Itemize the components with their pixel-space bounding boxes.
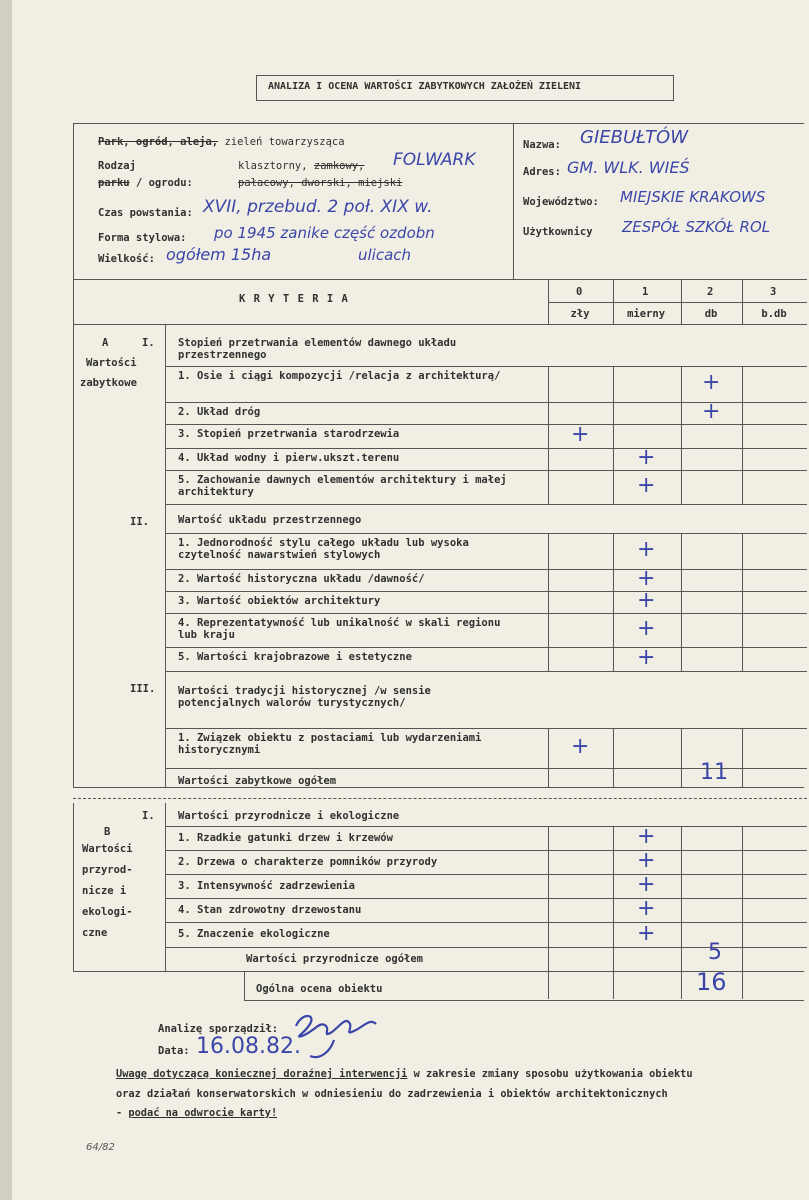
score-column-line xyxy=(548,947,549,971)
row-line xyxy=(165,898,807,899)
overall-value: 16 xyxy=(696,968,727,996)
note-rest: w zakresie zmiany sposobu użytkowania obiektu xyxy=(413,1068,693,1080)
criterion-text: 1. Związek obiektu z postaciami lub wydarzeniami historycznymi xyxy=(178,732,482,756)
score-column-line xyxy=(613,647,614,671)
score-column-line xyxy=(681,947,682,971)
section-a-roman-2: II. xyxy=(130,516,149,528)
uzytkownicy-label: Użytkownicy xyxy=(523,226,593,238)
uzytkownicy-value: ZESPÓŁ SZKÓŁ ROL xyxy=(622,218,771,236)
score-column-line xyxy=(613,947,614,971)
score-name: mierny xyxy=(627,308,666,320)
parku-ogrodu xyxy=(98,177,193,189)
section-a-roman-3: III. xyxy=(130,683,156,695)
section-b-title: Wartości przyrodnicze i ekologiczne xyxy=(178,810,400,822)
note-line-2: oraz działań konserwatorskich w odniesieniu do zadrzewienia i obiektów architektonicznych xyxy=(116,1088,668,1100)
score-number: 0 xyxy=(576,286,583,298)
score-column-line xyxy=(681,402,682,424)
score-column-line xyxy=(548,448,549,470)
criterion-text: 4. Układ wodny i pierw.ukszt.terenu xyxy=(178,452,400,464)
row-line xyxy=(165,591,807,592)
signature xyxy=(290,1002,390,1062)
section-a-letter: A xyxy=(102,337,109,349)
score-column-line xyxy=(742,922,743,947)
section-a-name-1: Wartości xyxy=(86,357,137,369)
wielkosc-value-2: ulicach xyxy=(358,246,412,264)
score-column-line xyxy=(681,591,682,613)
criterion-text: 5. Znaczenie ekologiczne xyxy=(178,928,330,940)
score-name: zły xyxy=(570,308,590,320)
score-column-line xyxy=(742,850,743,874)
score-column-line xyxy=(613,898,614,922)
wojewodztwo-label: Województwo: xyxy=(523,196,599,208)
mark-plus-icon: + xyxy=(702,370,721,395)
score-name: db xyxy=(704,308,718,320)
row-line xyxy=(165,922,807,923)
section-b-letter: B xyxy=(104,826,111,838)
score-column-line xyxy=(613,366,614,402)
row-line xyxy=(165,647,807,648)
score-column-line xyxy=(681,448,682,470)
row-line xyxy=(165,470,807,471)
adres-label: Adres: xyxy=(523,166,561,178)
mark-plus-icon: + xyxy=(637,445,656,470)
rodzaj-label: Rodzaj xyxy=(98,160,136,172)
score-column-line xyxy=(681,850,682,874)
row-line xyxy=(165,613,807,614)
section-b-left-divider xyxy=(165,803,166,971)
row-line xyxy=(165,728,807,729)
note-line-3-text: podać na odwrocie karty! xyxy=(128,1107,278,1119)
mark-plus-icon: + xyxy=(637,848,656,873)
criterion-text: 2. Drzewa o charakterze pomników przyrody xyxy=(178,856,438,868)
mark-plus-icon: + xyxy=(702,399,721,424)
opt-zamkowy: zamkowy, xyxy=(313,160,365,172)
criterion-text: 2. Wartość historyczna układu /dawność/ xyxy=(178,573,425,585)
ogrodu-label: / ogrodu: xyxy=(135,177,193,189)
opt-klasztorny: klasztorny, xyxy=(238,160,308,172)
note-dash: - xyxy=(116,1107,129,1119)
mark-plus-icon: + xyxy=(637,473,656,498)
header-divider xyxy=(513,123,514,279)
score-column-line xyxy=(548,898,549,922)
row-line xyxy=(165,850,807,851)
score-column-line xyxy=(681,728,682,768)
section-b-roman: I. xyxy=(142,810,155,822)
score-column-line xyxy=(681,279,682,324)
score-column-line xyxy=(613,768,614,787)
score-column-line xyxy=(681,366,682,402)
options-line1 xyxy=(238,160,364,172)
total-b-value: 5 xyxy=(708,940,722,965)
score-column-line xyxy=(548,826,549,850)
row-line xyxy=(165,874,807,875)
score-column-line xyxy=(681,922,682,947)
forma-value: po 1945 zanike część ozdobn xyxy=(214,224,435,242)
score-column-line xyxy=(681,826,682,850)
mark-plus-icon: + xyxy=(637,537,656,562)
score-column-line xyxy=(613,448,614,470)
score-column-line xyxy=(613,613,614,647)
score-column-line xyxy=(548,366,549,402)
mark-plus-icon: + xyxy=(637,588,656,613)
section-a-left-divider xyxy=(165,324,166,787)
score-column-line xyxy=(681,874,682,898)
mark-plus-icon: + xyxy=(637,645,656,670)
type-handwritten: FOLWARK xyxy=(393,150,476,170)
score-column-line xyxy=(681,569,682,591)
section-a-name-2: zabytkowe xyxy=(80,377,137,389)
score-column-line xyxy=(742,947,743,971)
score-number: 2 xyxy=(707,286,714,298)
mark-plus-icon: + xyxy=(571,422,590,447)
score-column-line xyxy=(548,971,549,999)
score-column-line xyxy=(548,922,549,947)
note-underlined: Uwagę dotyczącą koniecznej doraźnej interwencji xyxy=(116,1068,408,1080)
form-title: ANALIZA I OCENA WARTOŚCI ZABYTKOWYCH ZAŁOŻEŃ ZIELENI xyxy=(268,81,582,92)
wielkosc-label: Wielkość: xyxy=(98,253,155,265)
row-line xyxy=(165,504,807,505)
mark-plus-icon: + xyxy=(637,566,656,591)
score-column-line xyxy=(548,424,549,448)
score-column-line xyxy=(613,850,614,874)
mark-plus-icon: + xyxy=(637,616,656,641)
score-column-line xyxy=(548,402,549,424)
mark-plus-icon: + xyxy=(637,920,656,946)
score-number: 3 xyxy=(770,286,777,298)
score-column-line xyxy=(548,728,549,768)
nazwa-label: Nazwa: xyxy=(523,139,561,151)
score-column-line xyxy=(548,613,549,647)
czas-value: XVII, przebud. 2 poł. XIX w. xyxy=(203,197,433,217)
score-column-line xyxy=(681,898,682,922)
score-column-line xyxy=(613,569,614,591)
mark-plus-icon: + xyxy=(637,872,656,897)
score-column-line xyxy=(742,533,743,569)
group-title: Stopień przetrwania elementów dawnego układu przestrzennego xyxy=(178,337,457,361)
score-column-line xyxy=(548,569,549,591)
row-line xyxy=(165,826,807,827)
archive-number: 64/82 xyxy=(86,1142,115,1153)
section-a-roman-1: I. xyxy=(142,337,155,349)
row-line xyxy=(165,533,807,534)
row-line xyxy=(165,366,807,367)
group-title: Wartość układu przestrzennego xyxy=(178,514,362,526)
score-column-line xyxy=(613,533,614,569)
row-line xyxy=(165,569,807,570)
data-value: 16.08.82. xyxy=(196,1034,301,1059)
mark-plus-icon: + xyxy=(637,824,656,849)
type-rest: zieleń towarzysząca xyxy=(224,136,345,148)
row-line xyxy=(165,424,807,425)
section-b-name: ekologi- xyxy=(82,906,133,918)
score-column-line xyxy=(742,569,743,591)
score-column-line xyxy=(742,279,743,324)
nazwa-value: GIEBUŁTÓW xyxy=(580,127,689,148)
total-a-label: Wartości zabytkowe ogółem xyxy=(178,775,337,787)
score-column-line xyxy=(548,533,549,569)
score-column-line xyxy=(681,768,682,787)
score-name: b.db xyxy=(761,308,787,320)
score-column-line xyxy=(742,647,743,671)
wojewodztwo-value: MIEJSKIE KRAKOWS xyxy=(620,188,766,206)
score-column-line xyxy=(681,971,682,999)
score-column-line xyxy=(742,971,743,999)
score-column-line xyxy=(742,898,743,922)
row-line xyxy=(165,448,807,449)
score-column-line xyxy=(613,470,614,504)
scan-edge xyxy=(0,0,12,1200)
score-column-line xyxy=(548,647,549,671)
section-b-name: Wartości xyxy=(82,843,133,855)
criterion-text: 2. Układ dróg xyxy=(178,406,261,418)
row-line xyxy=(165,671,807,672)
total-b-label: Wartości przyrodnicze ogółem xyxy=(246,953,424,965)
data-label: Data: xyxy=(158,1045,190,1057)
dash-line-2 xyxy=(73,798,807,799)
score-column-line xyxy=(742,826,743,850)
mark-plus-icon: + xyxy=(637,896,656,921)
score-column-line xyxy=(548,279,549,324)
score-column-line xyxy=(742,470,743,504)
type-line xyxy=(98,136,345,148)
score-column-line xyxy=(548,850,549,874)
score-column-line xyxy=(548,470,549,504)
score-column-line xyxy=(742,366,743,402)
criterion-text: 5. Wartości krajobrazowe i estetyczne xyxy=(178,651,412,663)
criterion-text: 1. Jednorodność stylu całego układu lub wysoka czytelność nawarstwień stylowych xyxy=(178,537,469,561)
criterion-text: 4. Reprezentatywność lub unikalność w skali regionu lub kraju xyxy=(178,617,501,641)
score-column-line xyxy=(613,424,614,448)
section-a-top xyxy=(73,324,807,325)
score-column-line xyxy=(742,591,743,613)
section-b-name: przyrod- xyxy=(82,864,133,876)
score-column-line xyxy=(613,826,614,850)
parku-struck: parku xyxy=(98,177,130,189)
section-b-name: nicze i xyxy=(82,885,127,897)
criterion-text: 1. Osie i ciągi kompozycji /relacja z architekturą/ xyxy=(178,370,501,382)
criterion-text: 3. Intensywność zadrzewienia xyxy=(178,880,356,892)
criterion-text: 5. Zachowanie dawnych elementów architektury i małej architektury xyxy=(178,474,507,498)
score-column-line xyxy=(613,728,614,768)
mark-plus-icon: + xyxy=(571,734,590,759)
wielkosc-value: ogółem 15ha xyxy=(166,245,272,264)
score-column-line xyxy=(742,613,743,647)
score-column-line xyxy=(613,279,614,324)
note-line-3 xyxy=(116,1107,277,1119)
analiza-label: Analizę sporządził: xyxy=(158,1023,279,1035)
score-column-line xyxy=(681,470,682,504)
czas-label: Czas powstania: xyxy=(98,207,193,219)
total-a-value: 11 xyxy=(700,760,728,785)
score-column-line xyxy=(548,768,549,787)
forma-label: Forma stylowa: xyxy=(98,232,187,244)
score-column-line xyxy=(613,971,614,999)
score-column-line xyxy=(681,613,682,647)
row-line xyxy=(165,768,807,769)
score-column-line xyxy=(742,424,743,448)
criterion-text: 3. Stopień przetrwania starodrzewia xyxy=(178,428,400,440)
score-column-line xyxy=(681,647,682,671)
note-line-1 xyxy=(116,1068,693,1080)
score-column-line xyxy=(548,591,549,613)
score-column-line xyxy=(742,448,743,470)
score-number: 1 xyxy=(642,286,649,298)
score-column-line xyxy=(681,424,682,448)
section-b-name: czne xyxy=(82,927,108,939)
criterion-text: 3. Wartość obiektów architektury xyxy=(178,595,381,607)
score-column-line xyxy=(613,922,614,947)
score-column-line xyxy=(742,874,743,898)
score-column-line xyxy=(681,533,682,569)
overall-label: Ogólna ocena obiektu xyxy=(256,983,383,995)
score-column-line xyxy=(613,402,614,424)
criterion-text: 1. Rzadkie gatunki drzew i krzewów xyxy=(178,832,393,844)
score-column-line xyxy=(548,874,549,898)
score-column-line xyxy=(613,591,614,613)
score-column-line xyxy=(742,768,743,787)
score-column-line xyxy=(613,874,614,898)
score-column-line xyxy=(742,728,743,768)
type-struck: Park, ogród, aleja, xyxy=(98,136,219,148)
adres-value: GM. WLK. WIEŚ xyxy=(567,158,690,177)
criterion-text: 4. Stan zdrowotny drzewostanu xyxy=(178,904,362,916)
group-title: Wartości tradycji historycznej /w sensie potencjalnych walorów turystycznych/ xyxy=(178,685,431,709)
options-line2: pałacowy, dworski, miejski xyxy=(238,177,403,189)
score-column-line xyxy=(742,402,743,424)
criteria-label: K R Y T E R I A xyxy=(239,293,349,305)
